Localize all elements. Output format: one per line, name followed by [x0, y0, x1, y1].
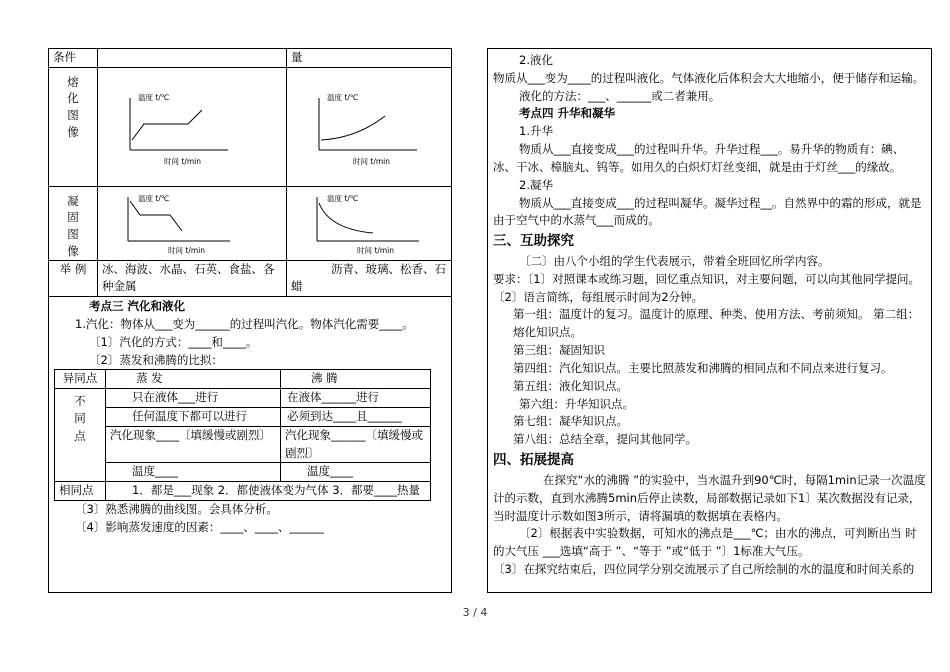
header-condition: 条件 [49, 49, 98, 68]
melting-table [48, 48, 452, 297]
group-3: 第三组：凝固知识 [513, 343, 605, 358]
compare-head-boil: 沸 腾 [281, 370, 431, 389]
diff-boil-temp: 必须到达____且______ [281, 408, 431, 427]
diff-evap-phenomenon: 汽化现象____〔填缓慢或剧烈〕 [106, 426, 281, 463]
header-crystal [98, 49, 287, 68]
extension-question-3: 〔3〕在探究结束后，四位同学分别交流展示了自己所绘制的水的温度和时间关系的 [493, 561, 915, 576]
diff-boil-phenomenon: 汽化现象______〔填缓慢或剧烈〕 [281, 426, 431, 463]
amorphous-melting-graph [287, 67, 452, 186]
deposition-title: 2.凝华 [519, 177, 553, 192]
extension-question-2: 〔2〕根据表中实验数据，可知水的沸点是___℃；由水的沸点，可判断出当 时的大气压 ___选填“高于 ”、“等于 ”或“低于 ”〕1标准大气压。 [493, 526, 917, 559]
axis-y-label: 温度 t/℃ [138, 193, 170, 203]
left-column [48, 48, 452, 593]
amorphous-solidifying-graph [287, 186, 452, 260]
group-4: 第四组：汽化知识点。主要比照蒸发和沸腾的相同点和不同点来进行复习。 [513, 360, 893, 375]
axis-y-label: 温度 t/℃ [327, 92, 359, 102]
evaporation-factors: 〔4〕影响蒸发速度的因素：____、____、______ [75, 519, 324, 534]
section-extension: 四、拓展提高 [493, 451, 574, 468]
extension-question-1: 在探究“水的沸腾 ”的实验中，当水温升到90℃时，每隔1min记录一次温度计的示数，直到水沸腾5min后停止读数，局部数据记录如下1〕某次数据没有记录，当时温度计示数如图3所示，请将漏填的数据填在表格内。 [493, 472, 926, 523]
diff-boil-temperature: 温度____ [281, 463, 431, 482]
crystal-solidifying-chart [118, 189, 248, 257]
header-amount: 量 [287, 49, 452, 68]
section3-title: 考点三 汽化和液化 [89, 299, 186, 314]
diff-boil-location: 在液体______进行 [281, 389, 431, 408]
crystal-examples: 冰、海波、水晶、石英、食盐、各种金属 [98, 260, 287, 297]
amorphous-melting-chart [307, 72, 437, 184]
requirements: 要求：〔1〕对照课本或练习题，回忆重点知识，对主要问题，可以向其他同学提问。 〔2〕语言简练，每组展示时间为2分钟。 [493, 271, 921, 304]
compare-head-evap: 蒸 发 [106, 370, 281, 389]
evaporation-boiling-table [54, 369, 431, 501]
compare-head-label: 异同点 [55, 370, 106, 389]
section4-title: 考点四 升华和凝华 [519, 106, 616, 121]
group-8: 第八组：总结全章，提问其他同学。 [513, 432, 697, 447]
boiling-curve-note: 〔3〕熟悉沸腾的曲线图。会具体分析。 [75, 502, 278, 517]
liquefaction-definition: 物质从___变为____的过程叫液化。气体液化后体积会大大地缩小，便于储存和运输。 [493, 70, 925, 85]
sublimation-title: 1.升华 [519, 124, 553, 139]
axis-y-label: 温度 t/℃ [138, 92, 170, 102]
liquefaction-title: 2.液化 [519, 53, 553, 67]
group-6: 第六组：升华知识点。 [519, 396, 634, 411]
compare-same-text: 1．都是___现象 2．都使液体变为气体 3．都要____热量 [106, 482, 431, 501]
diff-evap-temp: 任何温度下都可以进行 [106, 408, 281, 427]
deposition-definition: 物质从___直接变成___的过程叫凝华。凝华过程__。自然界中的霜的形成，就是由于空气中的水蒸气___而成的。 [493, 195, 922, 228]
crystal-solidifying-graph [98, 186, 287, 260]
group-1-2: 第一组：温度计的复习。温度计的原理、种类、使用方法、考前须知。 第二组：熔化知识点。 [513, 307, 920, 340]
right-column [487, 48, 932, 593]
vaporization-ways: 〔1〕汽化的方式：____和____。 [89, 334, 258, 349]
axis-x-label: 时间 t/min [357, 245, 394, 255]
axis-y-label: 温度 t/℃ [327, 193, 359, 203]
liquefaction-methods: 液化的方法：___、______或二者兼用。 [519, 88, 721, 103]
solid-image-label: 凝 固 图 像 [49, 186, 98, 260]
group-7: 第七组：凝华知识点。 [513, 414, 628, 429]
vaporization-definition: 1.汽化：物体从___变为______的过程叫汽化。物体汽化需要____。 [75, 316, 414, 331]
axis-x-label: 时间 t/min [168, 245, 205, 255]
diff-evap-temperature: 温度____ [106, 463, 281, 482]
example-label: 举 例 [49, 260, 98, 297]
amorphous-solidifying-chart [307, 189, 437, 257]
section-mutual-inquiry: 三、互助探究 [493, 233, 574, 250]
crystal-melting-graph [98, 67, 287, 186]
group-5: 第五组：液化知识点。 [513, 378, 628, 393]
melt-image-label: 熔 化 图 像 [49, 67, 98, 186]
compare-intro: 〔2〕蒸发和沸腾的比拟： [89, 352, 223, 367]
crystal-melting-chart [118, 72, 248, 184]
diff-evap-location: 只在液体___进行 [106, 389, 281, 408]
page-number: 3 / 4 [462, 606, 488, 619]
compare-same-label: 相同点 [55, 482, 106, 501]
amorphous-examples: 沥青、玻璃、松香、石蜡 [287, 260, 452, 297]
mutual-intro: 〔二〕由八个小组的学生代表展示，带着全班回忆所学内容。 [519, 254, 830, 269]
axis-x-label: 时间 t/min [164, 156, 201, 166]
compare-diff-label: 不 同 点 [55, 389, 106, 482]
sublimation-definition: 物质从___直接变成___的过程叫升华。升华过程___。易升华的物质有：碘、冰、干冰、樟脑丸、钨等。如用久的白炽灯灯丝变细，就是由于灯丝___的缘故。 [493, 142, 905, 174]
axis-x-label: 时间 t/min [353, 156, 390, 166]
